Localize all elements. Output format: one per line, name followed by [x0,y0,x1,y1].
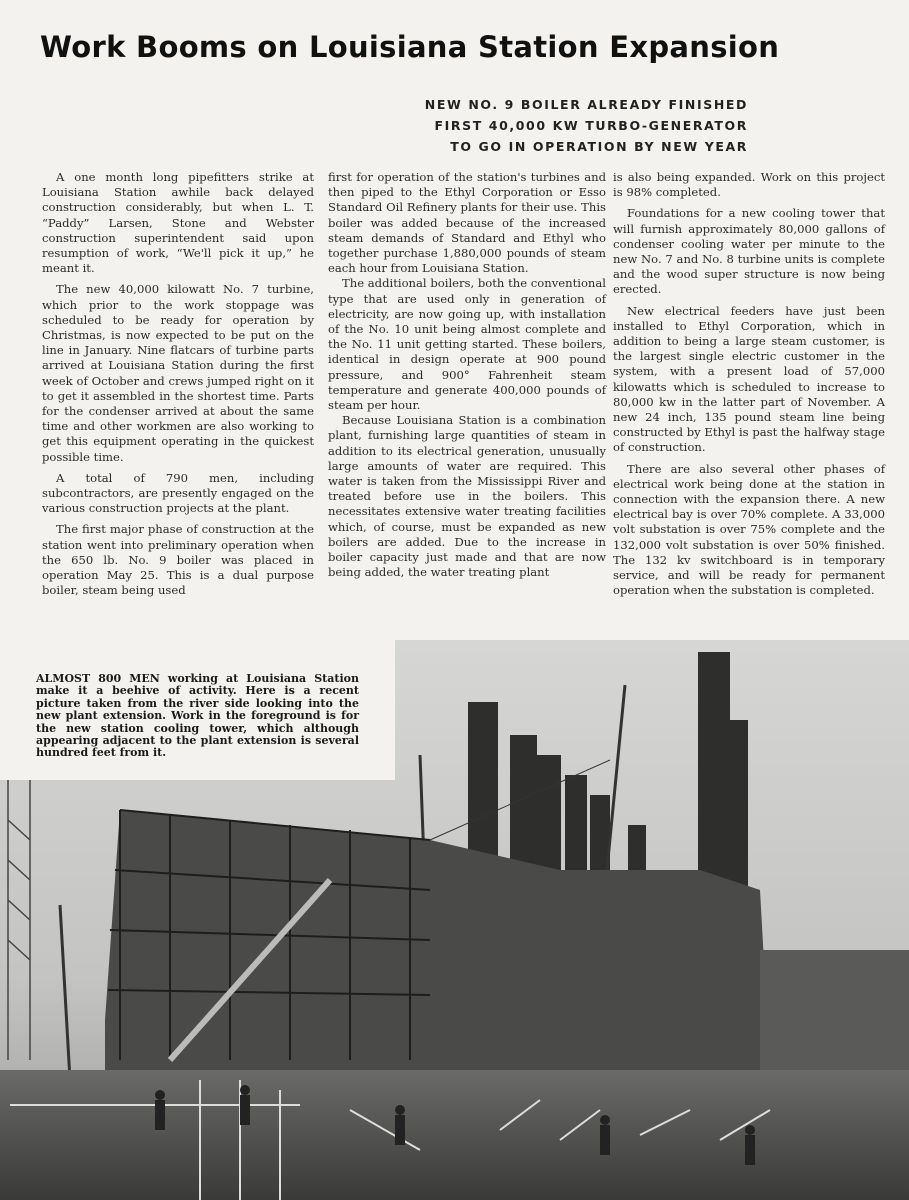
photo-caption [36,673,359,760]
article-column-3 [613,170,885,604]
paragraph: Because Louisiana Station is a combination plant, furnishing large quantities of steam in addition to its electrical generation, unusually large amounts of water are required. This water is taken from the Mississippi River and treated before use in the boilers. This necessitates extensive water treating facilities which, of course, must be expanded as new boilers are added. Due to the increase in boiler capacity just made and that are now being added, the water treating plant [328,413,606,580]
caption-text: working at Louisiana Station make it a beehive of activity. Here is a recent picture taken from the river side looking into the new plant extension. Work in the foreground is for the new station cooling tower, which although appearing adjacent to the plant extension is several hundred feet from it. [36,672,359,760]
paragraph: The additional boilers, both the conventional type that are used only in generation of electricity, are now going up, with installation of the No. 10 unit being almost complete and the No. 11 unit getting started. These boilers, identical in design operate at 900 pound pressure, and 900° Fahrenheit steam temperature and generate 400,000 pounds of steam per hour. [328,276,607,413]
article-subhead [380,94,748,157]
paragraph: Foundations for a new cooling tower that will furnish approximately 80,000 gallons of condenser cooling water per minute to the new No. 7 and No. 8 turbine units is complete and the wood super structure is now being erected. [613,206,885,297]
subhead-line: FIRST 40,000 KW TURBO-GENERATOR [434,118,748,133]
subhead-line: NEW NO. 9 BOILER ALREADY FINISHED [424,97,748,112]
paragraph: There are also several other phases of electrical work being done at the station in connection with the expansion there. A new electrical bay is over 70% complete. A 33,000 volt substation is over 75% complete and the 132,000 volt substation is over 50% finished. The 132 kv switchboard is in temporary service, and will be ready for permanent operation when the substation is completed. [613,461,885,598]
paragraph: A total of 790 men, including subcontractors, are presently engaged on the various construction projects at the plant. [42,470,314,516]
paragraph: is also being expanded. Work on this project is 98% completed. [613,170,885,200]
paragraph: The new 40,000 kilowatt No. 7 turbine, which prior to the work stoppage was scheduled to be ready for operation by Christmas, is now expected to be put on the line in January. Nine flatcars of turbine parts arrived at Louisiana Station during the first week of October and crews jumped right on it to get it assembled in the shortest time. Parts for the condenser arrived at about the same time and other workmen are also working to get this equipment operating in the quickest possible time. [42,282,314,464]
paragraph: first for operation of the station's turbines and then piped to the Ethyl Corporation or Esso Standard Oil Refinery plants for their use. This boiler was added because of the increased steam demands of Standard and Ethyl who together purchase 1,880,000 pounds of steam each hour from Louisiana Station. [328,170,606,276]
subhead-line: TO GO IN OPERATION BY NEW YEAR [450,139,748,154]
article-column-2 [328,170,606,580]
article-column-1 [42,170,314,604]
paragraph: New electrical feeders have just been installed to Ethyl Corporation, which in addition to being a large steam customer, is the largest single electric customer in the system, with a present load of 57,000 kilowatts which is scheduled to increase to 80,000 kw in the latter part of November. A new 24 inch, 135 pound steam line being constructed by Ethyl is past the halfway stage of construction. [613,303,885,455]
article-title: Work Booms on Louisiana Station Expansion [40,30,780,64]
paragraph: A one month long pipefitters strike at Louisiana Station awhile back delayed construction considerably, but when L. T. “Paddy” Larsen, Stone and Webster construction superintendent said upon resumption of work, “We'll pick it up,” he meant it. [42,170,314,276]
paragraph: The first major phase of construction at the station went into preliminary operation when the 650 lb. No. 9 boiler was placed in operation May 25. This is a dual purpose boiler, steam being used [42,522,314,598]
caption-lead: ALMOST 800 MEN [36,672,160,685]
